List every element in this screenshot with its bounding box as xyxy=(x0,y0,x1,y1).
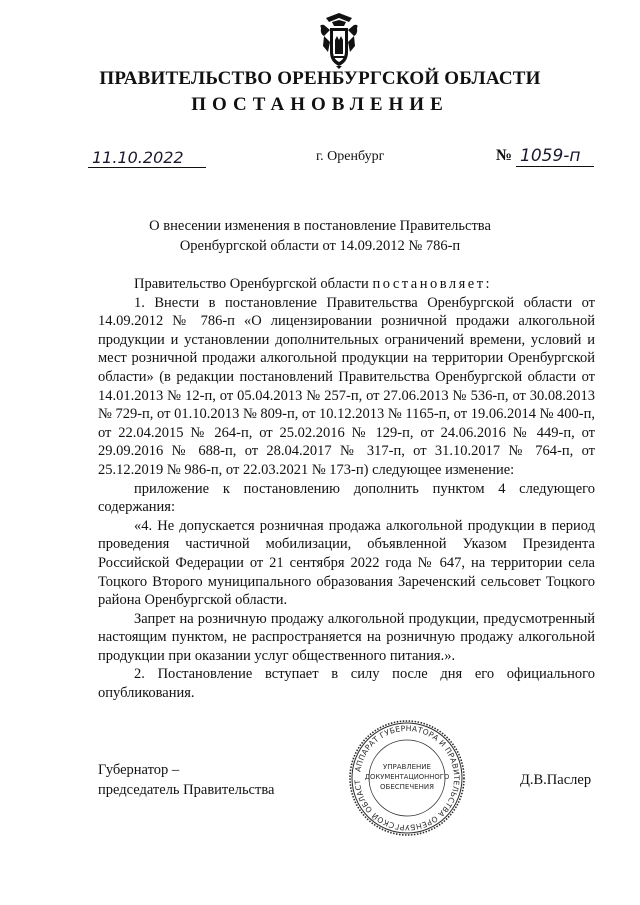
signatory-position xyxy=(98,760,274,800)
paragraph-4: Запрет на розничную продажу алкогольной продукции, предусмотренный настоящим пунктом, не распространяется на розничную продажу алкогольной продукции при оказании услуг общественного питания.». xyxy=(98,610,595,664)
paragraph-5: 2. Постановление вступает в силу после дня его официального опубликования. xyxy=(98,666,595,702)
paragraph-1: 1. Внести в постановление Правительства Оренбургской области от 14.09.2012 № 786-п «О лицензировании розничной продажи алкогольной продукции и установлении дополнительных ограничений времени, условий и мест розничной продажи алкогольной продукции на территории Оренбургской области» (в редакции постановлений Правительства Оренбургской области от 14.01.2013 № 12-п, от 05.04.2013 № 257-п, от 27.06.2013 № 536-п, от 30.08.2013 № 729-п, от 01.10.2013 № 809-п, от 10.12.2013 № 1165-п, от 19.06.2014 № 400-п, от 22.04.2015 № 264-п, от 25.02.2016 № 129-п, от 24.06.2016 № 449-п, от 29.09.2016 № 688-п, от 28.04.2017 № 317-п, от 31.10.2017 № 764-п, от 25.12.2019 № 986-п, от 22.03.2021 № 173-п) следующее изменение: xyxy=(98,294,595,478)
document-title xyxy=(120,216,520,256)
stamp-icon xyxy=(347,718,467,838)
document-date: 11.10.2022 xyxy=(92,148,184,167)
stamp-ring-text: АППАРАТ ГУБЕРНАТОРА И ПРАВИТЕЛЬСТВА ОРЕНБУРГСКОЙ ОБЛАСТ xyxy=(352,723,462,833)
document-number: 1059-п xyxy=(520,146,581,166)
document-body xyxy=(98,275,595,703)
intro-verb: постановляет: xyxy=(372,276,493,292)
signatory-name: Д.В.Паслер xyxy=(520,772,592,788)
document-city: г. Оренбург xyxy=(316,149,385,164)
title-line-1: О внесении изменения в постановление Правительства xyxy=(149,218,491,234)
number-label: № xyxy=(496,147,513,164)
intro-lead: Правительство Оренбургской области xyxy=(134,276,373,292)
stamp-center-line-3: ОБЕСПЕЧЕНИЯ xyxy=(380,783,434,791)
coat-of-arms-icon xyxy=(318,12,360,70)
stamp-center-line-2: ДОКУМЕНТАЦИОННОГО xyxy=(364,773,450,781)
paragraph-3: «4. Не допускается розничная продажа алкогольной продукции в период проведения частичной мобилизации, объявленной Указом Президента Российской Федерации от 21 сентября 2022 года № 647, на территории села Тоцкого Второго муниципального образования Зареченский сельсовет Тоцкого района Оренбургской области. xyxy=(98,517,595,609)
title-line-2: Оренбургской области от 14.09.2012 № 786-п xyxy=(179,238,461,254)
document-type: ПОСТАНОВЛЕНИЕ xyxy=(191,94,449,115)
organization-name: ПРАВИТЕЛЬСТВО ОРЕНБУРГСКОЙ ОБЛАСТИ xyxy=(99,68,541,89)
position-line-1: Губернатор – xyxy=(98,762,180,778)
number-underline xyxy=(516,166,594,167)
paragraph-2: приложение к постановлению дополнить пунктом 4 следующего содержания: xyxy=(98,480,595,516)
official-stamp xyxy=(347,718,467,838)
stamp-center-line-1: УПРАВЛЕНИЕ xyxy=(383,763,431,771)
intro-paragraph xyxy=(98,275,595,294)
date-underline xyxy=(88,167,206,168)
position-line-2: председатель Правительства xyxy=(98,782,275,798)
